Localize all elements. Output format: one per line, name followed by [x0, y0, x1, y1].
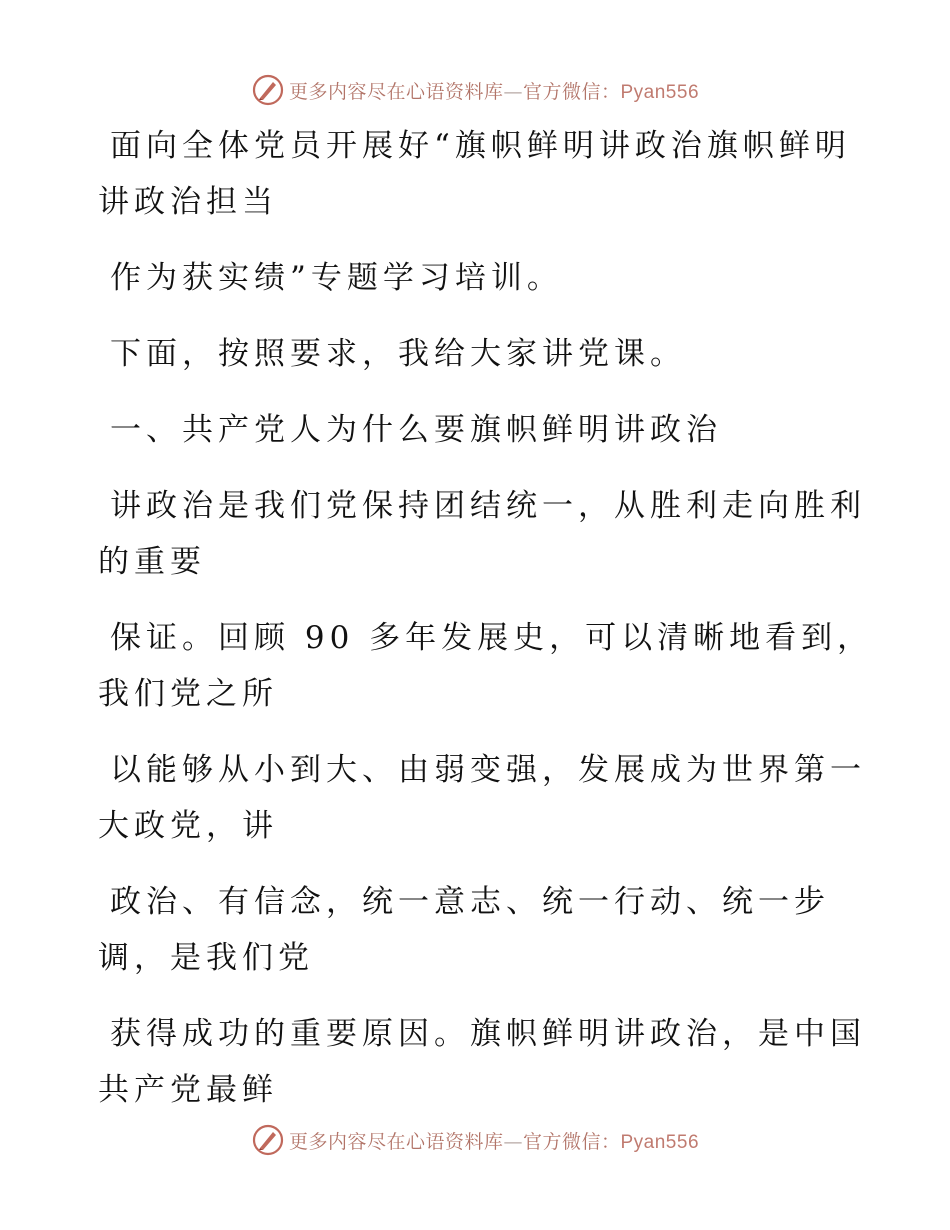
- paragraph-line: 面向全体党员开展好“旗帜鲜明讲政治旗帜鲜明: [110, 128, 851, 164]
- watermark-wechat-label: 官方微信：: [522, 1130, 621, 1153]
- paragraph-line: 以能够从小到大、由弱变强，发展成为世界第一: [110, 752, 866, 788]
- watermark-wechat-label: 官方微信：: [522, 80, 621, 103]
- paragraph-line: 调，是我们党: [98, 940, 314, 976]
- paragraph-line: 共产党最鲜: [98, 1072, 278, 1108]
- paragraph-line: 的重要: [98, 544, 206, 580]
- watermark-wechat-id: Pyan556: [620, 81, 700, 103]
- watermark-separator: —: [503, 1130, 523, 1153]
- paragraph-line: 讲政治是我们党保持团结统一，从胜利走向胜利: [110, 488, 866, 524]
- paragraph-line: 作为获实绩”专题学习培训。: [110, 260, 563, 296]
- paragraph-line: 我们党之所: [98, 676, 278, 712]
- paragraph-line: 保证。回顾 90 多年发展史，可以清晰地看到，: [110, 620, 874, 656]
- paragraph-line: 获得成功的重要原因。旗帜鲜明讲政治，是中国: [110, 1016, 866, 1052]
- header-watermark: [0, 70, 950, 110]
- paragraph: [98, 118, 851, 230]
- section-heading: [98, 402, 838, 458]
- watermark-wechat-id: Pyan556: [620, 1131, 700, 1153]
- watermark-site-text: 更多内容尽在心语资料库: [288, 80, 504, 103]
- paragraph-line: 一、共产党人为什么要旗帜鲜明讲政治: [110, 412, 722, 448]
- paragraph: [98, 326, 838, 382]
- paragraph: [98, 874, 838, 986]
- watermark-text: [289, 1127, 699, 1154]
- document-body: [98, 118, 874, 1138]
- paragraph: [98, 742, 866, 854]
- paragraph-line: 下面，按照要求，我给大家讲党课。: [110, 336, 686, 372]
- footer-watermark: [0, 1120, 950, 1160]
- quill-pen-logo-icon: [251, 73, 285, 107]
- paragraph-line: 政治、有信念，统一意志、统一行动、统一步: [110, 884, 830, 920]
- watermark-separator: —: [503, 80, 523, 103]
- paragraph-line: 大政党，讲: [98, 808, 278, 844]
- watermark-site-text: 更多内容尽在心语资料库: [288, 1130, 504, 1153]
- paragraph: [98, 478, 866, 590]
- paragraph: [98, 610, 874, 722]
- quill-pen-logo-icon: [251, 1123, 285, 1157]
- watermark-text: [289, 77, 699, 104]
- paragraph-line: 讲政治担当: [98, 184, 278, 220]
- paragraph: [98, 250, 838, 306]
- paragraph: [98, 1006, 866, 1118]
